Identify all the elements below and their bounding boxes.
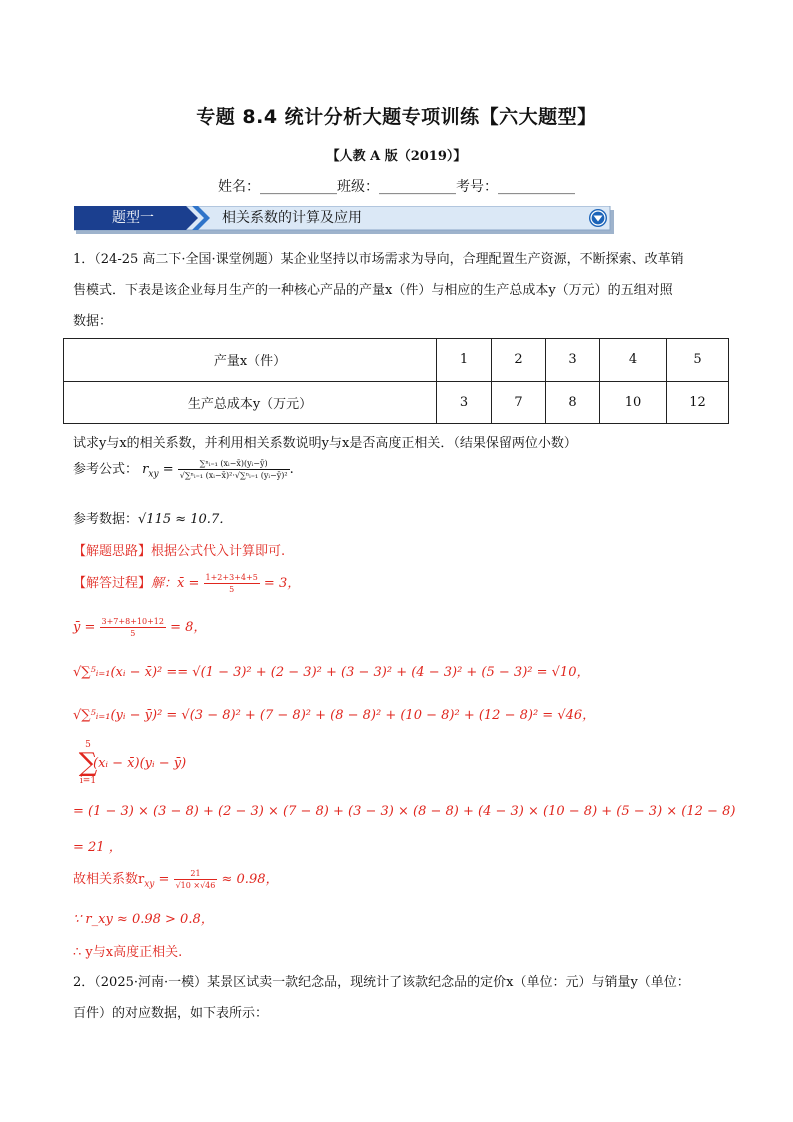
q1-task: 试求y与x的相关系数，并利用相关系数说明y与x是否高度正相关．（结果保留两位小数） xyxy=(73,436,577,451)
solution-step-coefficient: 故相关系数$r_{xy}$ = $\frac{21}{√10 \times√46}$ ≈ 0.98， xyxy=(73,869,279,890)
solution-conclusion: ∴ y与x高度正相关. xyxy=(73,945,183,960)
q2-line1: 2．（2025·河南·一模）某景区试卖一款纪念品，现统计了该款纪念品的定价x（单位：元）与销量y（单位： xyxy=(73,975,690,990)
q1-intro-line3: 数据： xyxy=(73,314,113,329)
table-cell: 产量x（件） xyxy=(64,339,437,382)
solution-step-result: = 21 ， xyxy=(73,840,122,855)
table-cell: 3 xyxy=(546,339,600,382)
q2-line2: 百件）的对应数据，如下表所示： xyxy=(73,1006,269,1021)
student-info-line: 姓名：___________班级：___________考号：___________ xyxy=(218,179,575,195)
solution-step-mean-y: ȳ = $\frac{3+7+8+10+12}{5}$ = 8， xyxy=(73,617,207,638)
solution-step-compare: ∵ r_xy ≈ 0.98 > 0.8， xyxy=(73,912,214,927)
page-title: 专题 8.4 统计分析大题专项训练【六大题型】 xyxy=(196,106,597,128)
solution-step-mean-x: 【解答过程】解：x̄ = $\frac{1+2+3+4+5}{5}$ = 3， xyxy=(73,573,301,594)
chevron-down-icon xyxy=(588,208,608,228)
table-cell: 2 xyxy=(492,339,546,382)
table-cell: 3 xyxy=(437,381,492,424)
table-cell: 1 xyxy=(437,339,492,382)
table-cell: 4 xyxy=(600,339,667,382)
summation-symbol: 5 ∑ i=1 xyxy=(78,740,98,786)
solution-step-sum-body: (xᵢ − x̄)(yᵢ − ȳ) xyxy=(93,756,187,771)
table-row xyxy=(64,381,729,424)
data-table xyxy=(63,338,729,424)
q1-intro-line1: 1．（24-25 高二下·全国·课堂例题）某企业坚持以市场需求为导向，合理配置生产资源，不断探索、改革销 xyxy=(73,252,684,267)
banner-label: 题型一 xyxy=(112,210,154,226)
table-cell: 8 xyxy=(546,381,600,424)
table-cell: 5 xyxy=(667,339,729,382)
section-banner xyxy=(74,206,614,234)
table-row xyxy=(64,339,729,382)
q1-intro-line2: 售模式．下表是该企业每月生产的一种核心产品的产量x（件）与相应的生产总成本y（万元）的五组对照 xyxy=(73,283,673,298)
solution-step-sqrt-x: √∑⁵ᵢ₌₁(xᵢ − x̄)² == √(1 − 3)² + (2 − 3)² + (3 − 3)² + (4 − 3)² + (5 − 3)² = √10， xyxy=(73,665,590,680)
table-cell: 10 xyxy=(600,381,667,424)
banner-title: 相关系数的计算及应用 xyxy=(222,210,362,226)
reference-formula: 参考公式： $r_{xy}$ = $\frac{\text{∑ⁿᵢ₌₁ (xᵢ−x̄)(yᵢ−ȳ)}}{\text{√∑ⁿᵢ₌₁ (xᵢ−x̄)²·√∑ⁿᵢ₌₁ (yᵢ−ȳ)²}}$ . xyxy=(73,459,294,480)
solution-step-sqrt-y: √∑⁵ᵢ₌₁(yᵢ − ȳ)² = √(3 − 8)² + (7 − 8)² + (8 − 8)² + (10 − 8)² + (12 − 8)² = √46， xyxy=(73,708,596,723)
table-cell: 7 xyxy=(492,381,546,424)
solution-step-expansion: = (1 − 3) × (3 − 8) + (2 − 3) × (7 − 8) + (3 − 3) × (8 − 8) + (4 − 3) × (10 − 8) + (5 − 3) × (12 − 8) xyxy=(73,804,736,819)
edition-subtitle: 【人教 A 版（2019）】 xyxy=(326,149,467,164)
table-cell: 12 xyxy=(667,381,729,424)
table-cell: 生产总成本y（万元） xyxy=(64,381,437,424)
solution-thinking: 【解题思路】根据公式代入计算即可. xyxy=(73,544,286,559)
reference-data: 参考数据：√115 ≈ 10.7． xyxy=(73,512,233,527)
formula-fraction: $\frac{\text{∑ⁿᵢ₌₁ (xᵢ−x̄)(yᵢ−ȳ)}}{\text{√∑ⁿᵢ₌₁ (xᵢ−x̄)²·√∑ⁿᵢ₌₁ (yᵢ−ȳ)²}}$ xyxy=(179,459,288,480)
